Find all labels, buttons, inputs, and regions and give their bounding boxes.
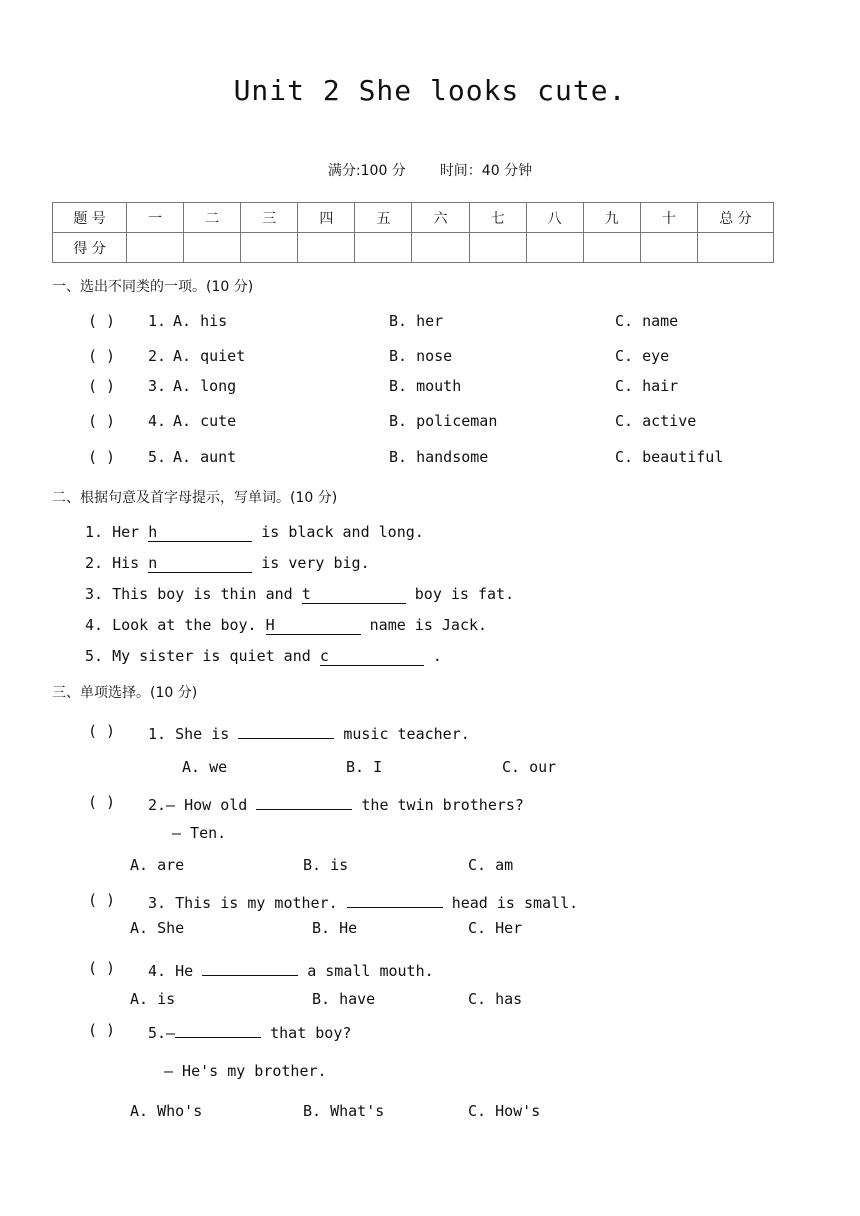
score-cell[interactable] (469, 233, 526, 263)
option-c: C. beautiful (615, 448, 724, 466)
option-a: A. She (130, 919, 185, 937)
option-b: B. nose (389, 347, 453, 365)
option-a: A. his (173, 312, 228, 330)
option-a: A. cute (173, 412, 237, 430)
score-cell[interactable] (241, 233, 298, 263)
score-cell[interactable] (355, 233, 412, 263)
dialogue-answer: — He's my brother. (164, 1062, 327, 1080)
sentence-end: is black and long. (252, 523, 424, 541)
score-cell[interactable] (412, 233, 469, 263)
item-number: 3. (148, 377, 167, 395)
score-header-cell: 四 (298, 203, 355, 233)
score-header-cell: 三 (241, 203, 298, 233)
question-stem (148, 1021, 351, 1042)
sentence-end: . (423, 647, 442, 665)
score-header-cell: 十 (640, 203, 697, 233)
option-b: B. He (312, 919, 358, 937)
option-a: A. long (173, 377, 237, 395)
option-c: C. has (468, 990, 523, 1008)
sentence-start: 4. Look at the boy. (85, 616, 266, 634)
score-header-cell: 五 (355, 203, 412, 233)
answer-blank[interactable]: ( ) (88, 347, 116, 365)
answer-blank[interactable]: ( ) (88, 959, 116, 977)
score-row-label: 得 分 (53, 233, 127, 263)
option-c: C. name (615, 312, 679, 330)
question-end: the twin brothers? (352, 796, 524, 814)
option-c: C. hair (615, 377, 679, 395)
score-table (52, 202, 774, 263)
question-stem (148, 793, 524, 814)
option-a: A. Who's (130, 1102, 203, 1120)
word-blank[interactable]: h (148, 523, 252, 542)
question-end: music teacher. (334, 725, 470, 743)
page-title: Unit 2 She looks cute. (233, 74, 627, 107)
option-b: B. is (303, 856, 349, 874)
score-header-cell: 一 (127, 203, 184, 233)
score-table-header-row (53, 203, 774, 233)
question-stem (148, 722, 470, 743)
option-c: C. active (615, 412, 697, 430)
score-cell[interactable] (583, 233, 640, 263)
score-cell[interactable] (184, 233, 241, 263)
option-b: B. What's (303, 1102, 385, 1120)
answer-blank[interactable]: ( ) (88, 722, 116, 740)
option-b: B. her (389, 312, 444, 330)
score-cell[interactable] (127, 233, 184, 263)
fill-sentence (85, 523, 424, 542)
section1-heading: 一、选出不同类的一项。(10 分) (52, 279, 254, 295)
question-blank[interactable] (175, 1021, 261, 1038)
score-cell[interactable] (697, 233, 773, 263)
score-header-cell: 二 (184, 203, 241, 233)
option-a: A. quiet (173, 347, 246, 365)
item-number: 5. (148, 448, 167, 466)
full-score: 满分:100 分 (327, 163, 406, 179)
answer-blank[interactable]: ( ) (88, 412, 116, 430)
fill-sentence (85, 647, 442, 666)
sentence-start: 5. My sister is quiet and (85, 647, 320, 665)
answer-blank[interactable]: ( ) (88, 377, 116, 395)
sentence-end: name is Jack. (360, 616, 488, 634)
option-b: B. mouth (389, 377, 462, 395)
item-number: 2. (148, 347, 167, 365)
answer-blank[interactable]: ( ) (88, 448, 116, 466)
score-header-total: 总 分 (697, 203, 773, 233)
sentence-end: boy is fat. (405, 585, 515, 603)
question-end: a small mouth. (298, 962, 434, 980)
fill-sentence (85, 585, 514, 604)
score-header-cell: 六 (412, 203, 469, 233)
option-c: C. Her (468, 919, 523, 937)
score-header-label: 题 号 (53, 203, 127, 233)
option-c: C. How's (468, 1102, 541, 1120)
section3-heading: 三、单项选择。(10 分) (52, 685, 198, 701)
question-stem (148, 959, 434, 980)
question-start: 1. She is (148, 725, 239, 743)
question-blank[interactable] (256, 793, 352, 810)
option-a: A. is (130, 990, 176, 1008)
item-number: 1. (148, 312, 167, 330)
score-header-cell: 八 (526, 203, 583, 233)
option-c: C. our (502, 758, 557, 776)
answer-blank[interactable]: ( ) (88, 793, 116, 811)
option-a: A. are (130, 856, 185, 874)
score-cell[interactable] (298, 233, 355, 263)
sentence-end: is very big. (252, 554, 370, 572)
answer-blank[interactable]: ( ) (88, 891, 116, 909)
question-end: that boy? (261, 1024, 352, 1042)
word-blank[interactable]: c (320, 647, 424, 666)
answer-blank[interactable]: ( ) (88, 312, 116, 330)
item-number: 4. (148, 412, 167, 430)
question-start: 3. This is my mother. (148, 894, 347, 912)
option-b: B. handsome (389, 448, 489, 466)
option-a: A. we (182, 758, 228, 776)
sentence-start: 3. This boy is thin and (85, 585, 302, 603)
fill-sentence (85, 616, 487, 635)
option-b: B. have (312, 990, 376, 1008)
option-c: C. am (468, 856, 514, 874)
score-cell[interactable] (640, 233, 697, 263)
answer-blank[interactable]: ( ) (88, 1021, 116, 1039)
score-header-cell: 九 (583, 203, 640, 233)
score-header-cell: 七 (469, 203, 526, 233)
question-stem (148, 891, 578, 912)
question-blank[interactable] (347, 891, 443, 908)
option-a: A. aunt (173, 448, 237, 466)
score-cell[interactable] (526, 233, 583, 263)
question-blank[interactable] (202, 959, 298, 976)
score-table-score-row (53, 233, 774, 263)
fill-sentence (85, 554, 370, 573)
option-b: B. policeman (389, 412, 498, 430)
question-start: 4. He (148, 962, 203, 980)
sentence-start: 1. Her (85, 523, 149, 541)
word-blank[interactable]: H (266, 616, 361, 635)
dialogue-answer: — Ten. (172, 824, 227, 842)
option-b: B. I (346, 758, 383, 776)
question-start: 5.— (148, 1024, 176, 1042)
word-blank[interactable]: n (148, 554, 252, 573)
option-c: C. eye (615, 347, 670, 365)
sentence-start: 2. His (85, 554, 149, 572)
section2-heading: 二、根据句意及首字母提示，写单词。(10 分) (52, 490, 338, 506)
word-blank[interactable]: t (302, 585, 406, 604)
question-end: head is small. (442, 894, 579, 912)
exam-time: 时间：40 分钟 (439, 163, 533, 179)
question-start: 2.— How old (148, 796, 257, 814)
question-blank[interactable] (238, 722, 334, 739)
exam-meta (0, 160, 860, 180)
